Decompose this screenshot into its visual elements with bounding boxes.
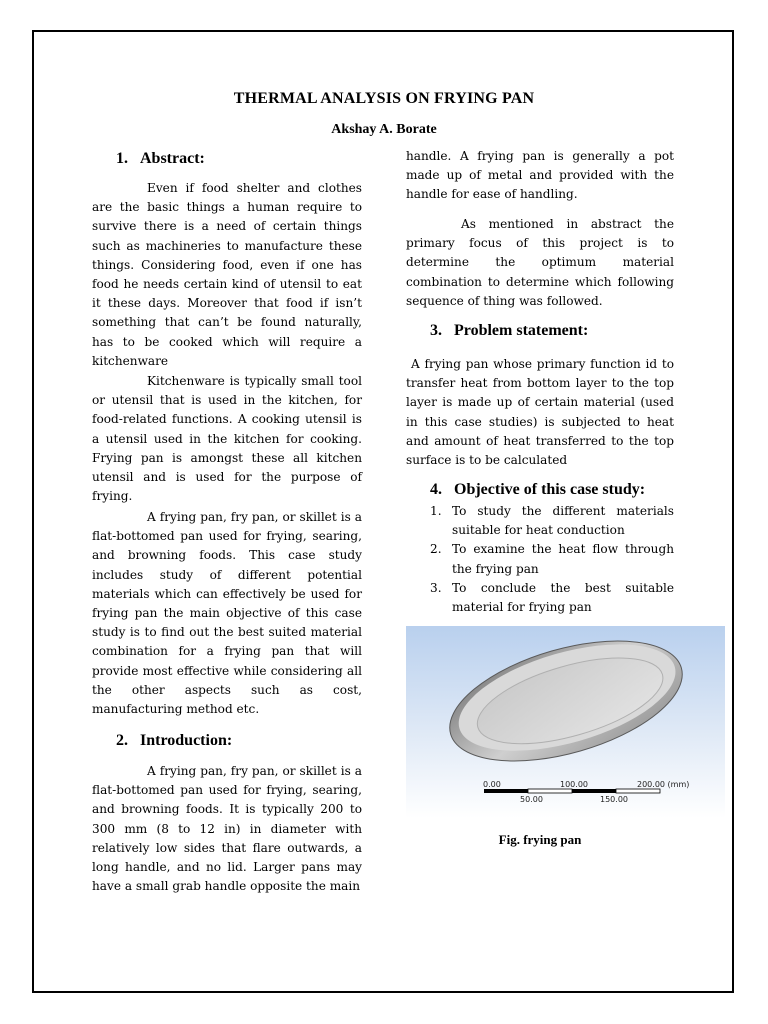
- list-item-number: 2.: [430, 542, 442, 557]
- list-item-number: 3.: [430, 580, 442, 595]
- scale-label-150: 150.00: [600, 795, 628, 804]
- scale-label-200: 200.00 (mm): [637, 780, 690, 789]
- abstract-paragraph-3: A frying pan, fry pan, or skillet is a flat-bottomed pan used for frying, searing, and browning foods. This case study includes study of different potential materials which can effectively be used for frying pan the main objective of this case study is to find out the best suited material combination for a frying pan that will provide most effective while considering all the other aspects such as cost, manufacturing method etc.: [92, 510, 362, 717]
- problem-heading: [430, 322, 588, 340]
- list-item-text: To examine the heat flow through the frying pan: [452, 542, 674, 576]
- introduction-paragraph-3: As mentioned in abstract the primary focus of this project is to determine the optimum material combination to determine which following sequence of thing was followed.: [406, 217, 674, 308]
- frying-pan-body: [436, 626, 695, 784]
- abstract-paragraph-2: Kitchenware is typically small tool or utensil that is used in the kitchen, for food-related functions. A cooking utensil is a utensil used in the kitchen for cooking. Frying pan is amongst these all kitchen utensil and is used for the purpose of frying.: [92, 374, 362, 504]
- frying-pan-figure: [406, 626, 725, 818]
- list-item-number: 1.: [430, 504, 442, 518]
- list-item: [406, 540, 674, 578]
- scale-label-0: 0.00: [483, 780, 501, 789]
- list-item-text: To study the different materials suitable for heat conduction: [452, 504, 674, 538]
- scale-bar: [484, 789, 660, 793]
- problem-heading-text: Problem statement:: [454, 322, 589, 339]
- problem-number: 3.: [430, 322, 442, 339]
- figure-caption: Fig. frying pan: [498, 832, 582, 847]
- introduction-heading-text: Introduction:: [140, 732, 233, 749]
- paper-title: THERMAL ANALYSIS ON FRYING PAN: [233, 90, 535, 107]
- abstract-heading: [116, 150, 205, 168]
- introduction-paragraph-1: A frying pan, fry pan, or skillet is a flat-bottomed pan used for frying, searing, and browning foods. It is typically 200 to 300 mm (8 to 12 in) in diameter with relatively low sides that flare outwards, a long handle, and no lid. Larger pans may have a small grab handle opposite the main: [92, 764, 362, 894]
- author-name: Akshay A. Borate: [331, 122, 437, 137]
- frying-pan-render: [406, 626, 725, 818]
- objective-list: [406, 502, 674, 617]
- objective-number: 4.: [430, 481, 442, 498]
- abstract-heading-text: Abstract:: [140, 150, 205, 167]
- abstract-number: 1.: [116, 150, 128, 167]
- list-item: [406, 502, 674, 540]
- introduction-paragraph-2: handle. A frying pan is generally a pot made up of metal and provided with the handle for ease of handling.: [406, 149, 674, 202]
- introduction-number: 2.: [116, 732, 128, 749]
- scale-label-50: 50.00: [520, 795, 543, 804]
- objective-heading-text: Objective of this case study:: [454, 481, 646, 498]
- objective-heading: [430, 481, 645, 499]
- abstract-paragraph-1: Even if food shelter and clothes are the basic things a human require to survive there is a need of certain things such as machineries to manufacture these things. Considering food, even if one has food he needs certain kind of utensil to eat it these days. Moreover that food if isn’t something that can’t be found naturally, has to be cooked which will require a kitchenware: [92, 181, 362, 368]
- introduction-heading: [116, 732, 232, 750]
- list-item-text: To conclude the best suitable material for frying pan: [452, 580, 674, 615]
- list-item: [406, 579, 674, 617]
- problem-paragraph: A frying pan whose primary function id to transfer heat from bottom layer to the top layer is made up of certain material (used in this case studies) is subjected to heat and amount of heat transferred to the top surface is to be calculated: [406, 357, 674, 468]
- scale-label-100: 100.00: [560, 780, 588, 789]
